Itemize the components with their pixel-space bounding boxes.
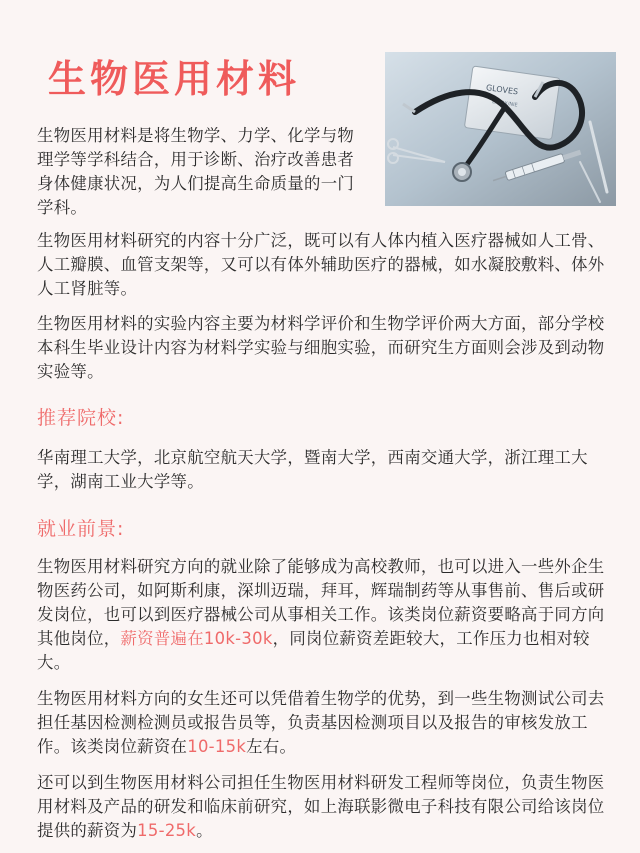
- jobs-paragraph-3: [37, 771, 607, 843]
- salary-highlight-1: 薪资普遍在10k-30k: [120, 629, 273, 648]
- intro-paragraph: 生物医用材料是将生物学、力学、化学与物理学等学科结合，用于诊断、治疗改善患者身体健康状况，为人们提高生命质量的一门学科。: [37, 126, 355, 217]
- medical-instruments-photo: [385, 52, 616, 206]
- salary-highlight-2: 10-15k: [187, 737, 247, 756]
- jobs-p3-text: 还可以到生物医用材料公司担任生物医用材料研发工程师等岗位，负责生物医用材料及产品的研发和临床前研究，如上海联影微电子科技有限公司给该岗位提供的薪资为: [37, 773, 605, 840]
- gloves-sublabel: LATEX/NIE: [491, 99, 518, 109]
- schools-heading: 推荐院校:: [37, 407, 125, 429]
- gloves-label: GLOVES: [485, 83, 519, 97]
- jobs-paragraph-2: [37, 687, 607, 759]
- jobs-p1-tail: ，同岗位薪资差距较大，工作压力也相对较大。: [37, 629, 590, 672]
- gloves-box: [464, 66, 560, 140]
- jobs-p2-tail: 左右。: [246, 737, 297, 756]
- salary-highlight-3: 15-25k: [137, 821, 197, 840]
- experiments-paragraph: 生物医用材料的实验内容主要为材料学评价和生物学评价两大方面，部分学校本科生毕业设计内容为材料学实验与细胞实验，而研究生方面则会涉及到动物实验等。: [37, 314, 605, 381]
- research-range-paragraph: 生物医用材料研究的内容十分广泛，既可以有人体内植入医疗器械如人工骨、人工瓣膜、血管支架等，又可以有体外辅助医疗的器械，如水凝胶敷料、体外人工肾脏等。: [37, 231, 605, 298]
- jobs-paragraph-1: [37, 555, 607, 675]
- jobs-p1-text: 生物医用材料研究方向的就业除了能够成为高校教师，也可以进入一些外企生物医药公司，如阿斯利康，深圳迈瑞，拜耳，辉瑞制药等从事售前、售后或研发岗位，也可以到医疗器械公司从事相关工作。该类岗位薪资要略高于同方向其他岗位，: [37, 557, 605, 648]
- jobs-p3-tail: 。: [196, 821, 213, 840]
- jobs-p2-text: 生物医用材料方向的女生还可以凭借着生物学的优势，到一些生物测试公司去担任基因检测检测员或报告员等，负责基因检测项目以及报告的审核发放工作。该类岗位薪资在: [37, 689, 605, 756]
- jobs-heading: 就业前景:: [37, 518, 125, 540]
- schools-paragraph: 华南理工大学，北京航空航天大学，暨南大学，西南交通大学，浙江理工大学，湖南工业大学等。: [37, 448, 588, 491]
- page-title: 生物医用材料: [48, 57, 301, 101]
